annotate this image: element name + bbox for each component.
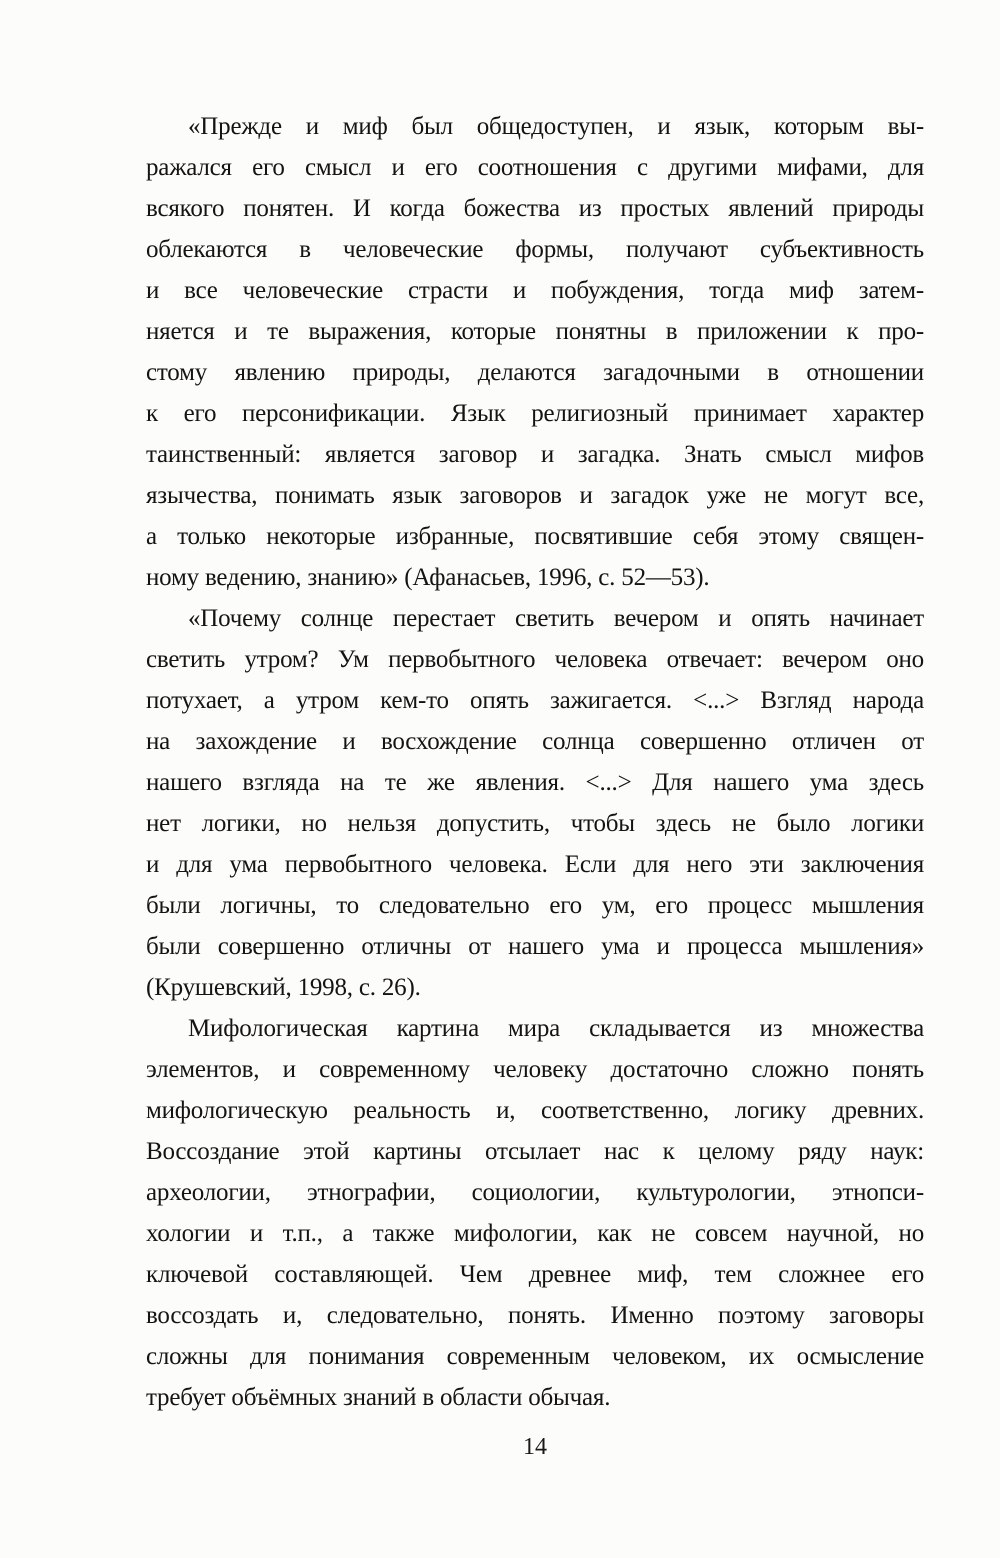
text-line: язычества, понимать язык заговоров и загадок уже не могут все, bbox=[146, 482, 924, 509]
text-line: няется и те выражения, которые понятны в приложении к про- bbox=[146, 318, 924, 345]
paragraph bbox=[146, 598, 924, 1008]
text-line: всякого понятен. И когда божества из простых явлений природы bbox=[146, 195, 924, 222]
text-line: и для ума первобытного человека. Если для него эти заключения bbox=[146, 851, 924, 878]
text-line: ключевой составляющей. Чем древнее миф, тем сложнее его bbox=[146, 1261, 924, 1288]
text-line: нашего взгляда на те же явления. <...> Для нашего ума здесь bbox=[146, 769, 924, 796]
text-line: мифологическую реальность и, соответственно, логику древних. bbox=[146, 1097, 924, 1124]
text-line: «Прежде и миф был общедоступен, и язык, которым вы- bbox=[188, 113, 924, 140]
text-line: ному ведению, знанию» (Афанасьев, 1996, с. 52—53). bbox=[146, 564, 710, 591]
text-line: светить утром? Ум первобытного человека отвечает: вечером оно bbox=[146, 646, 924, 673]
text-line: археологии, этнографии, социологии, культурологии, этнопси- bbox=[146, 1179, 924, 1206]
text-line: воссоздать и, следовательно, понять. Именно поэтому заговоры bbox=[146, 1302, 924, 1329]
text-line: Воссоздание этой картины отсылает нас к целому ряду наук: bbox=[146, 1138, 924, 1165]
text-line: были совершенно отличны от нашего ума и процесса мышления» bbox=[146, 933, 924, 960]
text-line: стому явлению природы, делаются загадочными в отношении bbox=[146, 359, 924, 386]
paragraph bbox=[146, 106, 924, 598]
text-line: а только некоторые избранные, посвятившие себя этому священ- bbox=[146, 523, 924, 550]
text-line: нет логики, но нельзя допустить, чтобы здесь не было логики bbox=[146, 810, 924, 837]
text-line: на захождение и восхождение солнца совершенно отличен от bbox=[146, 728, 924, 755]
text-line: элементов, и современному человеку достаточно сложно понять bbox=[146, 1056, 924, 1083]
text-line: Мифологическая картина мира складывается из множества bbox=[188, 1015, 924, 1042]
text-line: «Почему солнце перестает светить вечером и опять начинает bbox=[188, 605, 924, 632]
text-line: таинственный: является заговор и загадка. Знать смысл мифов bbox=[146, 441, 924, 468]
page-number: 14 bbox=[523, 1434, 547, 1460]
paragraph bbox=[146, 1008, 924, 1418]
text-line: сложны для понимания современным человеком, их осмысление bbox=[146, 1343, 924, 1370]
text-line: требует объёмных знаний в области обычая. bbox=[146, 1384, 611, 1411]
text-line: ражался его смысл и его соотношения с другими мифами, для bbox=[146, 154, 924, 181]
text-line: облекаются в человеческие формы, получают субъективность bbox=[146, 236, 924, 263]
text-block bbox=[146, 106, 924, 1418]
text-line: и все человеческие страсти и побуждения, тогда миф затем- bbox=[146, 277, 924, 304]
text-line: были логичны, то следовательно его ум, его процесс мышления bbox=[146, 892, 924, 919]
text-line: (Крушевский, 1998, с. 26). bbox=[146, 974, 421, 1001]
text-line: к его персонификации. Язык религиозный принимает характер bbox=[146, 400, 924, 427]
text-line: потухает, а утром кем-то опять зажигается. <...> Взгляд народа bbox=[146, 687, 924, 714]
text-line: хологии и т.п., а также мифологии, как не совсем научной, но bbox=[146, 1220, 924, 1247]
